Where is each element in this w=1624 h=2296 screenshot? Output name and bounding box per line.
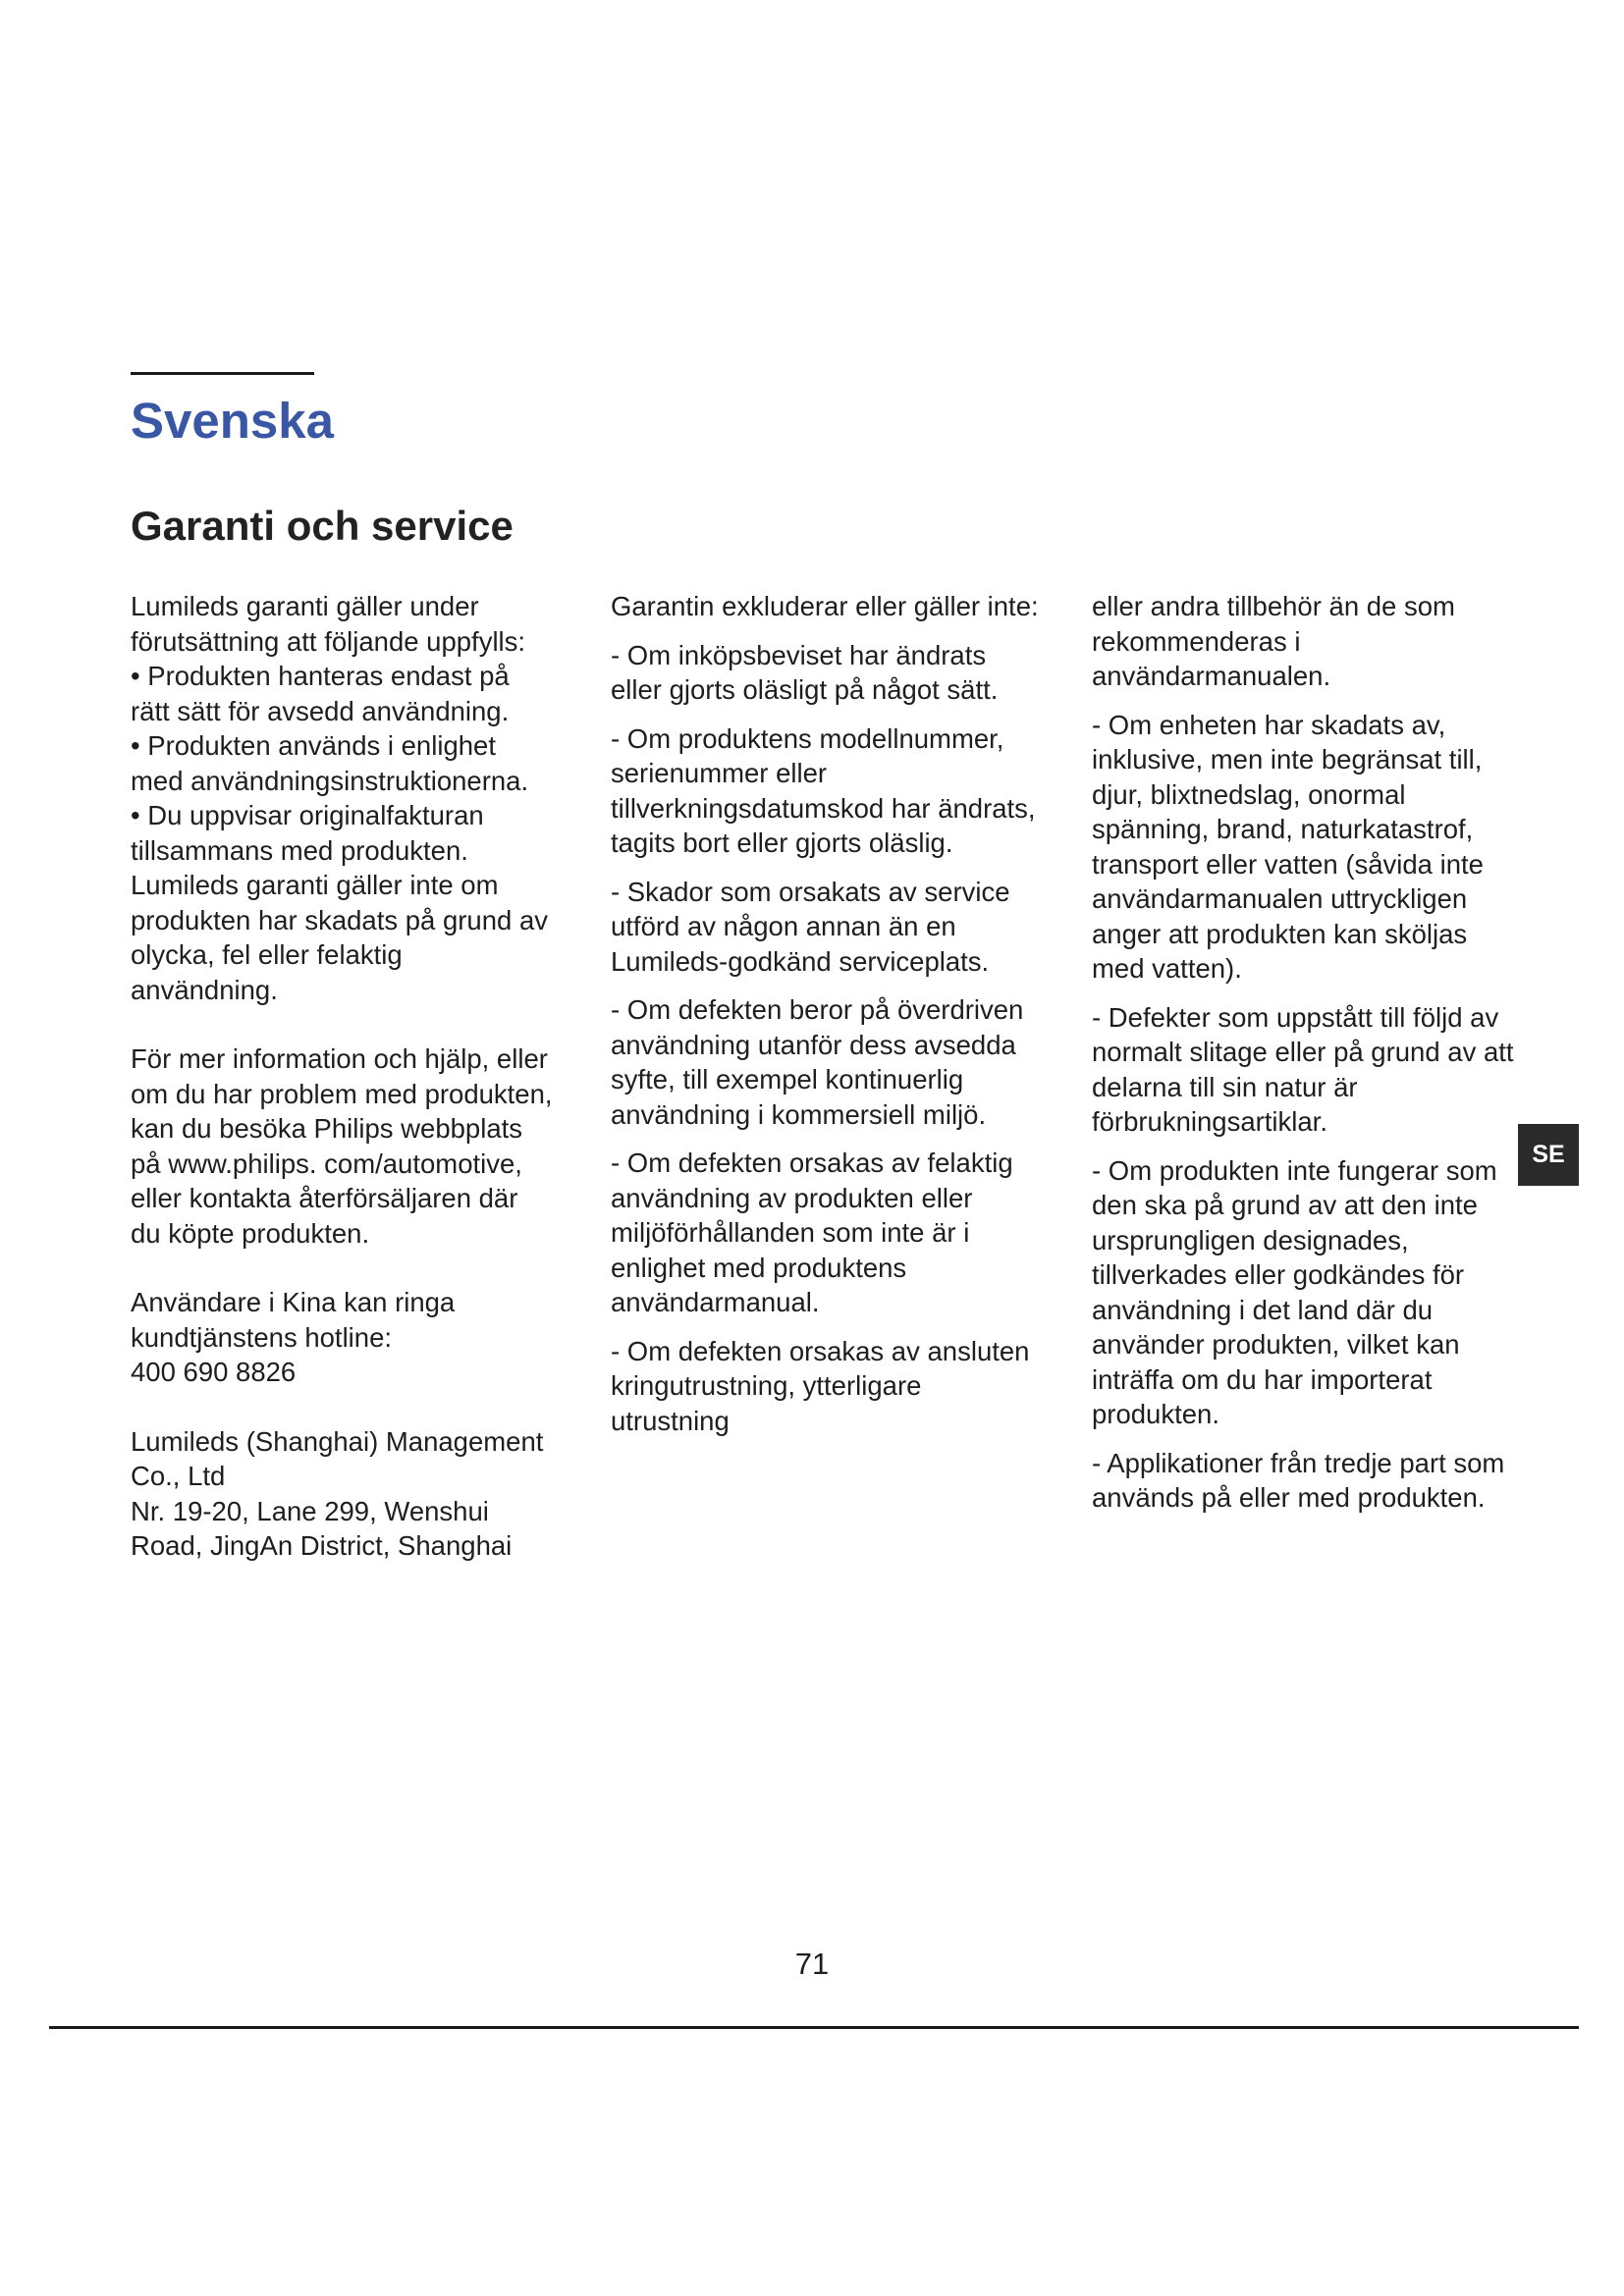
bullet-item: • Du uppvisar originalfakturan tillsammans med produkten. — [131, 800, 484, 866]
company-name: Lumileds (Shanghai) Management Co., Ltd — [131, 1425, 544, 1491]
china-hotline-text: Användare i Kina kan ringa kundtjänstens hotline: — [131, 1287, 456, 1353]
column-3 — [1092, 589, 1514, 1516]
exclusion-item: - Om inköpsbeviset har ändrats eller gjorts oläsligt på något sätt. — [611, 639, 999, 705]
language-title: Svenska — [131, 393, 334, 449]
exclusion-item: - Om defekten orsakas av ansluten kringutrustning, ytterligare utrustning — [611, 1335, 1030, 1436]
exclusion-item: - Om enheten har skadats av, inklusive, men inte begränsat till, djur, blixtnedslag, onormal spänning, brand, naturkatastrof, transport eller vatten (såvida inte användarmanualen uttryckligen anger att produkten kan sköljas med vatten). — [1092, 709, 1484, 984]
exclusions-intro: Garantin exkluderar eller gäller inte: — [611, 591, 1039, 621]
exclusion-item: - Om defekten orsakas av felaktig användning av produkten eller miljöförhållanden som inte är i enlighet med produktens användarmanual. — [611, 1148, 1013, 1317]
exclusion-item: - Defekter som uppstått till följd av normalt slitage eller på grund av att delarna till sin natur är förbrukningsartiklar. — [1092, 1001, 1514, 1137]
bullet-item: • Produkten används i enlighet med användningsinstruktionerna. — [131, 730, 529, 796]
warranty-exclusion: Lumileds garanti gäller inte om produkten har skadats på grund av olycka, fel eller felaktig användning. — [131, 870, 549, 1005]
exclusion-item: - Om produktens modellnummer, serienummer eller tillverkningsdatumskod har ändrats, tagits bort eller gjorts oläslig. — [611, 722, 1036, 858]
hotline-phone: 400 690 8826 — [131, 1357, 297, 1387]
exclusion-item: - Om produkten inte fungerar som den ska på grund av att den inte ursprungligen designades, tillverkades eller godkändes för användning i det land där du använder produkten, vilket kan inträffa om du har importerat produkten. — [1092, 1154, 1497, 1429]
top-divider — [131, 372, 314, 375]
language-tab-se: SE — [1518, 1124, 1579, 1186]
exclusion-item: - Applikationer från tredje part som används på eller med produkten. — [1092, 1447, 1505, 1513]
exclusion-item: - Skador som orsakats av service utförd av någon annan än en Lumileds-godkänd serviceplats. — [611, 876, 1010, 977]
column-1 — [131, 589, 553, 1564]
exclusion-continuation: eller andra tillbehör än de som rekommenderas i användarmanualen. — [1092, 591, 1455, 691]
exclusion-item: - Om defekten beror på överdriven användning utanför dess avsedda syfte, till exempel kontinuerlig användning i kommersiell miljö. — [611, 994, 1024, 1130]
company-address: Nr. 19-20, Lane 299, Wenshui Road, JingAn District, Shanghai — [131, 1495, 513, 1561]
bottom-divider — [49, 2026, 1579, 2029]
bullet-item: • Produkten hanteras endast på rätt sätt för avsedd användning. — [131, 661, 510, 726]
more-info-paragraph: För mer information och hjälp, eller om du har problem med produkten, kan du besöka Philips webbplats på www.philips. com/automotive, eller kontakta återförsäljaren där du köpte produkten. — [131, 1043, 553, 1249]
section-title: Garanti och service — [131, 503, 514, 549]
warranty-intro: Lumileds garanti gäller under förutsättning att följande uppfylls: — [131, 591, 526, 657]
page-number: 71 — [794, 1947, 830, 1981]
column-2 — [611, 589, 1043, 1438]
